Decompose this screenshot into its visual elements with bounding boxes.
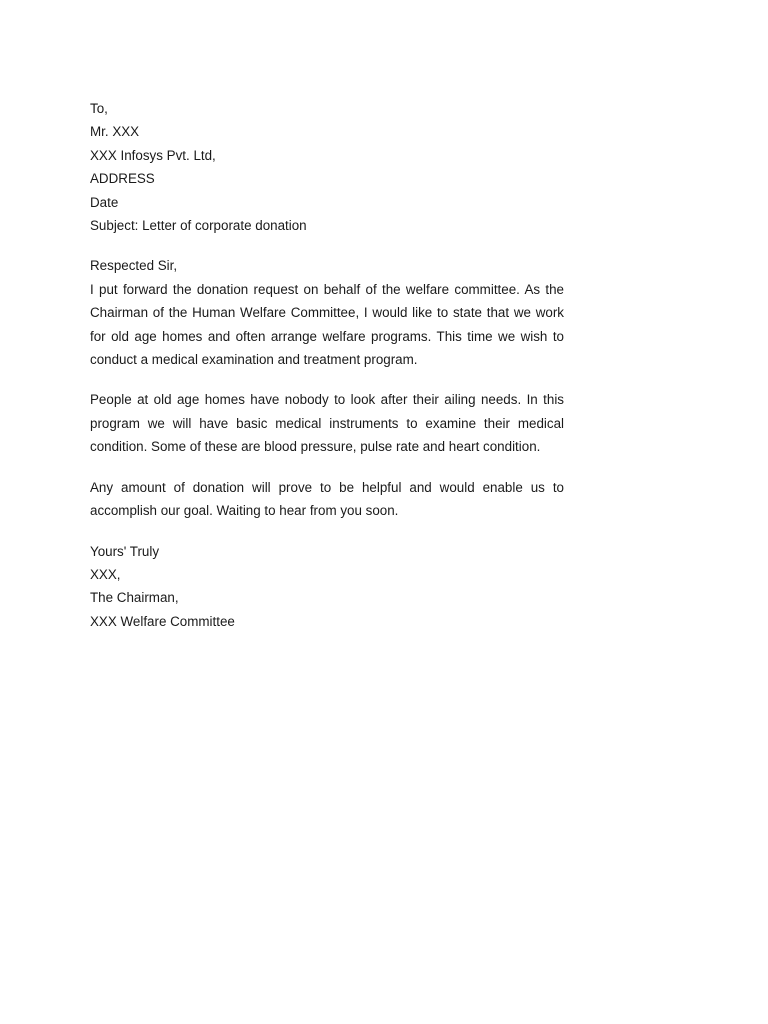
recipient-block [90, 97, 564, 237]
sender-name: XXX, [90, 566, 121, 582]
letter-date: Date [90, 194, 119, 210]
body-paragraph-2: People at old age homes have nobody to look after their ailing needs. In this program we will have basic medical instruments to examine their medical condition. Some of these are blood pressure, pulse rate and heart condition. [90, 392, 564, 455]
recipient-company: XXX Infosys Pvt. Ltd, [90, 147, 216, 163]
recipient-name: Mr. XXX [90, 124, 140, 140]
sender-title: The Chairman, [90, 590, 179, 606]
closing-block [90, 540, 564, 634]
recipient-address: ADDRESS [90, 171, 155, 187]
salutation: Respected Sir, [90, 258, 178, 274]
to-line: To, [90, 101, 108, 116]
signoff: Yours' Truly [90, 543, 160, 559]
body-paragraph-1: I put forward the donation request on behalf of the welfare committee. As the Chairman of the Human Welfare Committee, I would like to state that we work for old age homes and often arrange welfare programs. This time we wish to conduct a medical examination and treatment program. [90, 281, 564, 368]
letter-body [90, 97, 564, 633]
sender-organization: XXX Welfare Committee [90, 613, 235, 629]
body-paragraph-3: Any amount of donation will prove to be helpful and would enable us to accomplish our goal. Waiting to hear from you soon. [90, 479, 564, 519]
letter-subject: Subject: Letter of corporate donation [90, 218, 307, 234]
